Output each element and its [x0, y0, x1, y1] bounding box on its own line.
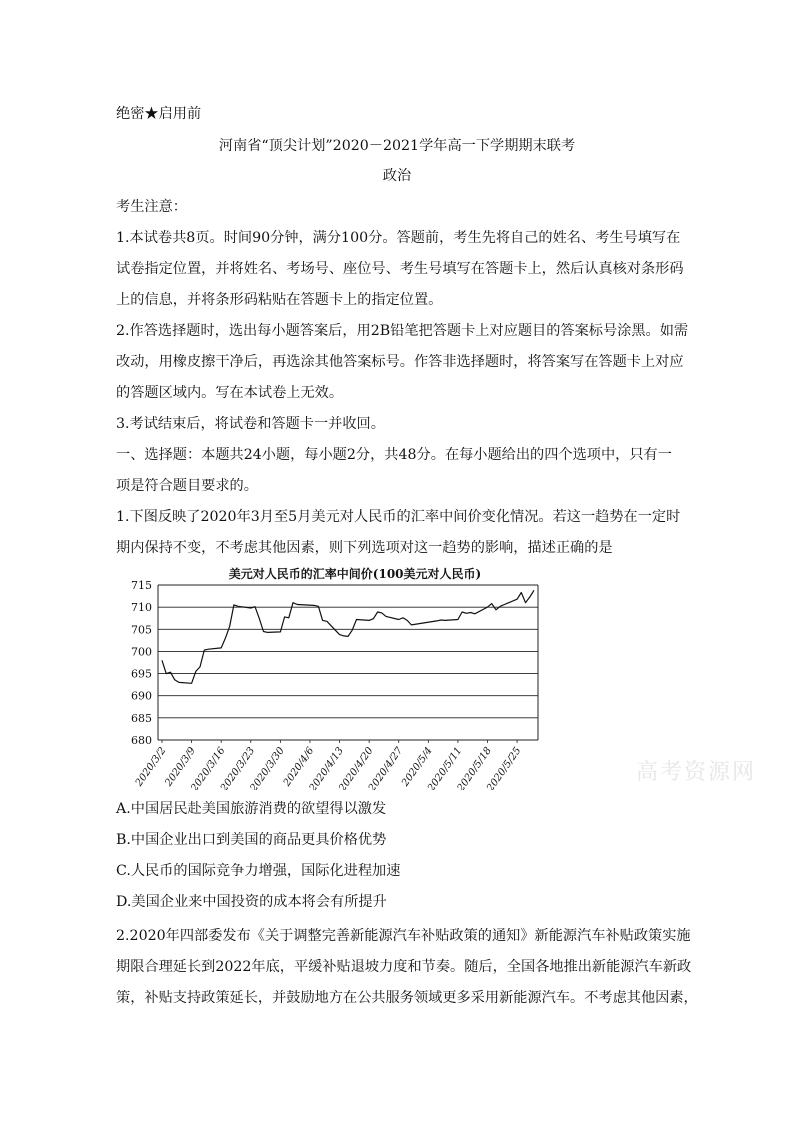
- y-tick-label: 705: [131, 623, 152, 637]
- y-tick-label: 710: [131, 601, 152, 615]
- section-heading: 项是符合题目要求的。: [116, 478, 258, 494]
- notice-line: 1.本试卷共8页。时间90分钟，满分100分。答题前，考生先将自己的姓名、考生号填写在: [116, 230, 681, 246]
- notice-line: 的答题区域内。写在本试卷上无效。: [116, 385, 344, 401]
- option-a: A.中国居民赴美国旅游消费的欲望得以激发: [116, 801, 387, 817]
- question-stem: 期内保持不变，不考虑其他因素，则下列选项对这一趋势的影响，描述正确的是: [116, 540, 613, 556]
- question-2-line: 期限合理延长到2022年底，平缓补贴退坡力度和节奏。随后，全国各地推出新能源汽车新政: [116, 959, 692, 975]
- option-d: D.美国企业来中国投资的成本将会有所提升: [116, 894, 387, 910]
- x-tick-label: 2020/3/16: [189, 745, 228, 790]
- x-tick-label: 2020/5/4: [399, 745, 435, 789]
- x-tick-label: 2020/5/25: [485, 745, 524, 790]
- series-line: [162, 590, 534, 683]
- notice-line: 试卷指定位置，并将姓名、考场号、座位号、考生号填写在答题卡上，然后认真核对条形码: [116, 261, 684, 277]
- x-tick-label: 2020/4/27: [366, 745, 406, 790]
- watermark: 高考资源网: [636, 760, 757, 785]
- x-tick-label: 2020/5/18: [455, 745, 494, 790]
- y-tick-label: 715: [131, 579, 152, 592]
- x-tick-label: 2020/3/30: [248, 745, 287, 790]
- y-tick-label: 680: [131, 734, 152, 747]
- x-tick-label: 2020/5/11: [425, 745, 465, 790]
- x-tick-label: 2020/4/20: [337, 745, 376, 790]
- notice-line: 改动，用橡皮擦干净后，再选涂其他答案标号。作答非选择题时，将答案写在答题卡上对应: [116, 354, 684, 370]
- notice-line: 2.作答选择题时，选出每小题答案后，用2B铅笔把答题卡上对应题目的答案标号涂黑。如需: [116, 323, 689, 339]
- notice-heading: 考生注意：: [116, 199, 187, 215]
- exam-title: 河南省“顶尖计划”2020－2021学年高一下学期期末联考: [218, 138, 576, 154]
- option-c: C.人民币的国际竞争力增强，国际化进程加速: [116, 863, 401, 879]
- y-tick-label: 695: [131, 667, 152, 681]
- x-tick-label: 2020/4/13: [307, 745, 347, 790]
- question-2-line: 2.2020年四部委发布《关于调整完善新能源汽车补贴政策的通知》新能源汽车补贴政策实施: [116, 928, 691, 944]
- notice-line: 上的信息，并将条形码粘贴在答题卡上的指定位置。: [116, 292, 443, 308]
- x-tick-label: 2020/4/6: [281, 745, 317, 789]
- x-tick-label: 2020/3/9: [163, 745, 199, 789]
- x-tick-label: 2020/3/2: [133, 745, 169, 789]
- exchange-rate-chart: [110, 560, 550, 790]
- option-b: B.中国企业出口到美国的商品更具价格优势: [116, 832, 387, 848]
- section-heading: 一、选择题：本题共24小题，每小题2分，共48分。在每小题给出的四个选项中，只有一: [116, 447, 672, 463]
- subject-title: 政治: [382, 168, 412, 184]
- y-tick-label: 690: [131, 689, 152, 703]
- question-2-line: 策，补贴支持政策延长，并鼓励地方在公共服务领域更多采用新能源汽车。不考虑其他因素，: [116, 990, 698, 1006]
- x-tick-label: 2020/3/23: [218, 745, 258, 790]
- y-tick-label: 685: [131, 711, 152, 725]
- notice-line: 3.考试结束后，将试卷和答题卡一并收回。: [116, 416, 385, 432]
- chart-title: 美元对人民币的汇率中间价(100美元对人民币): [228, 567, 482, 581]
- question-stem: 1.下图反映了2020年3月至5月美元对人民币的汇率中间价变化情况。若这一趋势在一定时: [116, 509, 681, 525]
- y-tick-label: 700: [131, 645, 152, 659]
- secret-label: 绝密★启用前: [116, 106, 202, 122]
